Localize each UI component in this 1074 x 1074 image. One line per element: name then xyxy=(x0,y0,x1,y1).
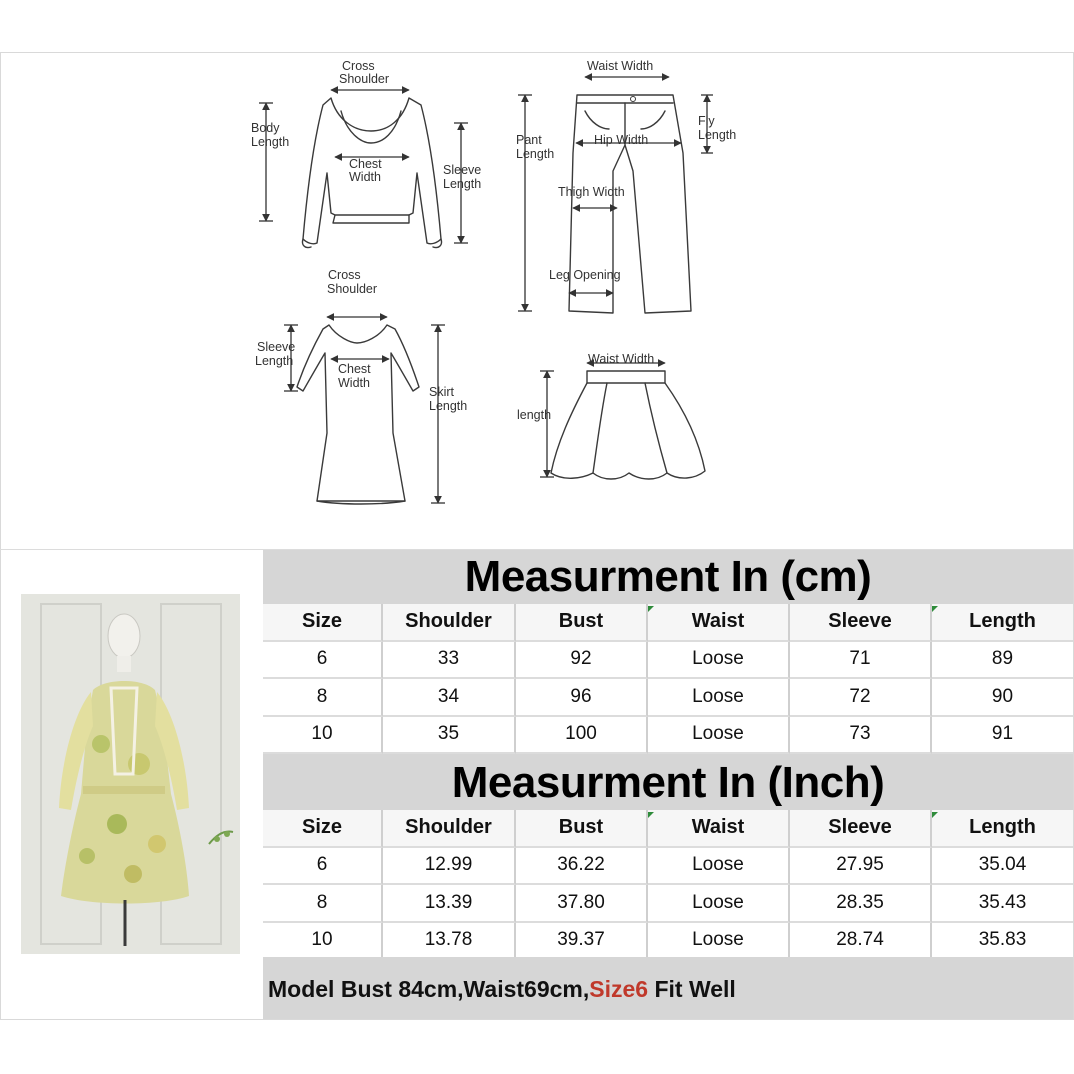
label-pant-length-2: Length xyxy=(516,147,555,161)
cell-marker-icon xyxy=(932,812,938,818)
label-sleeve-length-2: Length xyxy=(443,177,482,191)
table-cell: 89 xyxy=(932,642,1073,680)
label-sleeve-length: Sleeve xyxy=(443,163,482,177)
table-cell: 8 xyxy=(263,885,383,923)
table-cell: 96 xyxy=(516,679,648,717)
table-cell: Loose xyxy=(648,885,790,923)
header-sleeve: Sleeve xyxy=(790,604,932,642)
table-cell: 36.22 xyxy=(516,848,648,886)
measurement-diagram xyxy=(1,53,1073,549)
table-cell: 6 xyxy=(263,848,383,886)
table-cell: 33 xyxy=(383,642,516,680)
size-tables xyxy=(263,550,1073,960)
header-waist-text: Waist xyxy=(691,816,745,839)
table-cell: Loose xyxy=(648,642,790,680)
top-sketch xyxy=(251,59,481,248)
model-fit-note xyxy=(263,957,1073,1019)
table-cell: 39.37 xyxy=(516,923,648,961)
header-length xyxy=(932,604,1073,642)
label-chest-width-2: Width xyxy=(349,170,381,184)
table-cell: 28.35 xyxy=(790,885,932,923)
table-cell: Loose xyxy=(648,679,790,717)
skirt-sketch xyxy=(517,352,705,479)
pants-sketch xyxy=(516,59,736,313)
label-dress-sleeve-length-2: Length xyxy=(255,354,294,368)
header-waist xyxy=(648,810,790,848)
note-highlight-size: Size6 xyxy=(589,976,649,1002)
note-prefix: Model Bust 84cm,Waist69cm, xyxy=(268,976,590,1002)
label-leg-opening: Leg Opening xyxy=(549,268,621,282)
table-cell: 92 xyxy=(516,642,648,680)
table-cell: 35 xyxy=(383,717,516,755)
cell-marker-icon xyxy=(648,812,654,818)
header-length-text: Length xyxy=(969,610,1036,633)
table-cell: 34 xyxy=(383,679,516,717)
table-cell: 72 xyxy=(790,679,932,717)
header-bust: Bust xyxy=(516,604,648,642)
cell-marker-icon xyxy=(648,606,654,612)
table-cell: 90 xyxy=(932,679,1073,717)
label-skirt-length: Skirt xyxy=(429,385,454,399)
table-cm-title: Measurment In (cm) xyxy=(263,550,1073,604)
mannequin-dress-photo xyxy=(21,594,240,954)
table-cell: 37.80 xyxy=(516,885,648,923)
table-cell: 27.95 xyxy=(790,848,932,886)
note-suffix: Fit Well xyxy=(648,976,736,1002)
table-cell: 71 xyxy=(790,642,932,680)
label-cross-shoulder: Cross xyxy=(342,59,375,73)
header-length-text: Length xyxy=(969,816,1036,839)
label-skirt-waist-width: Waist Width xyxy=(588,352,655,366)
label-pant-length: Pant xyxy=(516,133,542,147)
label-fly-length-2: Length xyxy=(698,128,737,142)
garment-sketches xyxy=(1,53,1073,549)
dress-sketch xyxy=(255,268,467,504)
table-cell: 100 xyxy=(516,717,648,755)
label-dress-chest-width: Chest xyxy=(338,362,371,376)
label-fly-length: Fly xyxy=(698,114,715,128)
label-skirt-length: length xyxy=(517,408,552,422)
table-cell: 8 xyxy=(263,679,383,717)
table-cell: 10 xyxy=(263,923,383,961)
label-chest-width: Chest xyxy=(349,157,382,171)
label-waist-width: Waist Width xyxy=(587,59,654,73)
table-cell: Loose xyxy=(648,923,790,961)
table-cell: Loose xyxy=(648,848,790,886)
table-cell: 28.74 xyxy=(790,923,932,961)
table-inch-title: Measurment In (Inch) xyxy=(263,754,1073,810)
mannequin-dress-image xyxy=(21,594,240,954)
table-cell: 13.78 xyxy=(383,923,516,961)
header-waist xyxy=(648,604,790,642)
header-sleeve: Sleeve xyxy=(790,810,932,848)
header-length xyxy=(932,810,1073,848)
table-cell: 13.39 xyxy=(383,885,516,923)
label-hip-width: Hip Width xyxy=(594,133,649,147)
table-cell: 35.43 xyxy=(932,885,1073,923)
label-body-length-2: Length xyxy=(251,135,290,149)
table-cell: 91 xyxy=(932,717,1073,755)
header-waist-text: Waist xyxy=(691,610,745,633)
label-skirt-length-2: Length xyxy=(429,399,468,413)
table-cell: Loose xyxy=(648,717,790,755)
table-inch xyxy=(263,810,1073,960)
table-cell: 10 xyxy=(263,717,383,755)
table-cell: 73 xyxy=(790,717,932,755)
label-dress-sleeve-length: Sleeve xyxy=(257,340,296,354)
table-cm xyxy=(263,604,1073,754)
label-body-length: Body xyxy=(251,121,280,135)
cell-marker-icon xyxy=(932,606,938,612)
table-cell: 35.83 xyxy=(932,923,1073,961)
label-dress-chest-width-2: Width xyxy=(338,376,370,390)
table-cell: 35.04 xyxy=(932,848,1073,886)
label-cross-shoulder-2: Shoulder xyxy=(339,72,390,86)
header-size: Size xyxy=(263,810,383,848)
header-size: Size xyxy=(263,604,383,642)
table-cell: 6 xyxy=(263,642,383,680)
header-shoulder: Shoulder xyxy=(383,810,516,848)
label-thigh-width: Thigh Width xyxy=(558,185,625,199)
label-dress-cross-shoulder: Cross xyxy=(328,268,361,282)
header-bust: Bust xyxy=(516,810,648,848)
table-cell: 12.99 xyxy=(383,848,516,886)
label-dress-cross-shoulder-2: Shoulder xyxy=(327,282,378,296)
header-shoulder: Shoulder xyxy=(383,604,516,642)
